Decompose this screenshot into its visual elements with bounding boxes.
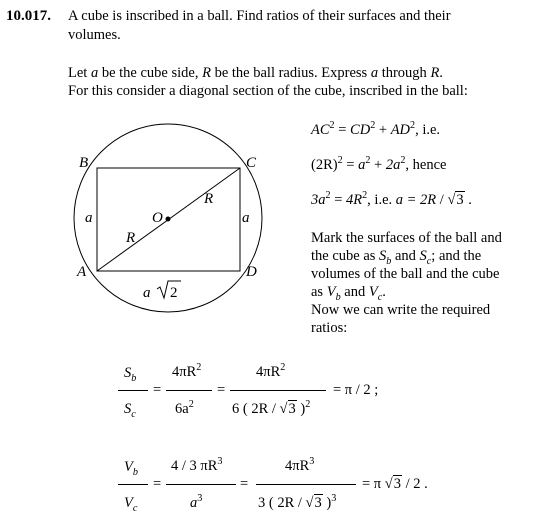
fs-num-right: $4\pi R^2$ <box>256 362 286 380</box>
solution-page: 10.017. A cube is inscribed in a ball. Find ratios of their surfaces and their volumes. Let a be the cube side, R be the ball radius. Express a through R. For this consider a diagonal section of the cube, inscribed in the ball: B C A D O R R a a a 2 $AC^2 = CD^2 + AD^2$, i.e. $(2R)^2 = a^2 + 2a^2$, hence $3a^2 = 4R^2$, i.e. a = 2R / √3 . Mark the surfaces of the ball and the cube as $S_b$ and $S_c$; and the volumes of the ball and the cube as $V_b$ and $V_c$. Now we can write the required ratios: $S_b$ $S_c$ = $4\pi R^2$ $6a^2$ = $4\pi R^2$ 6 ( 2R / √3 )$^2$ = π / 2 ; $V_b$ $V_c$ = 4 / 3 $\pi R^3$ $a^3$ = $4\pi R^3$ 3 ( 2R / √3 )$^3$ = π √3 / 2 . <box>6 8 502 514</box>
fv-num-mid: 4 / 3 $\pi R^3$ <box>171 456 223 474</box>
problem-statement-line1: A cube is inscribed in a ball. Find ratios of their surfaces and their <box>68 8 451 24</box>
fs-num-left: $S_b$ <box>124 365 137 384</box>
center-point <box>166 217 171 222</box>
label-R-upper: R <box>204 191 214 207</box>
intro-line1: Let a be the cube side, R be the ball radius. Express a through R. <box>68 65 443 81</box>
equation-3: $3a^2 = 4R^2$, i.e. a = 2R / √3 . <box>311 190 472 208</box>
text-line5: Now we can write the required <box>311 302 491 318</box>
fs-num-mid: $4\pi R^2$ <box>172 362 202 380</box>
fs-result: = π / 2 ; <box>333 382 379 398</box>
intro-line2: For this consider a diagonal section of the cube, inscribed in the ball: <box>68 83 468 99</box>
cube-section-figure <box>70 118 300 323</box>
fv-den-right: 3 ( 2R / √3 )$^3$ <box>258 493 337 511</box>
fv-result: = π √3 / 2 . <box>362 476 428 492</box>
fs-den-left: $S_c$ <box>124 401 136 420</box>
label-a-right: a <box>242 210 250 226</box>
fv-den-left: $V_c$ <box>124 495 138 514</box>
text-line4: as $V_b$ and $V_c$. <box>311 284 386 303</box>
label-B: B <box>79 155 89 171</box>
text-line2: the cube as $S_b$ and $S_c$; and the <box>311 248 482 267</box>
label-a-left: a <box>85 210 93 226</box>
label-R-lower: R <box>126 230 136 246</box>
label-O: O <box>152 210 163 226</box>
text-line3: volumes of the ball and the cube <box>311 266 500 282</box>
fv-num-right: $4\pi R^3$ <box>285 456 315 474</box>
label-C: C <box>246 155 257 171</box>
label-bottom-sqrt: 2 <box>170 285 178 301</box>
text-line1: Mark the surfaces of the ball and <box>311 230 502 246</box>
equation-2: $(2R)^2 = a^2 + 2a^2$, hence <box>311 155 447 173</box>
equation-1: $AC^2 = CD^2 + AD^2$, i.e. <box>311 120 441 138</box>
label-bottom-a: a <box>143 285 151 301</box>
fv-den-mid: $a^3$ <box>190 493 203 511</box>
label-D: D <box>246 264 257 280</box>
label-A: A <box>77 264 87 280</box>
problem-number: 10.017. <box>6 8 51 24</box>
problem-statement-line2: volumes. <box>68 27 121 43</box>
fs-den-right: 6 ( 2R / √3 )$^2$ <box>232 399 311 417</box>
text-line6: ratios: <box>311 320 348 336</box>
fv-num-left: $V_b$ <box>124 459 138 478</box>
fs-den-mid: $6a^2$ <box>175 399 194 417</box>
